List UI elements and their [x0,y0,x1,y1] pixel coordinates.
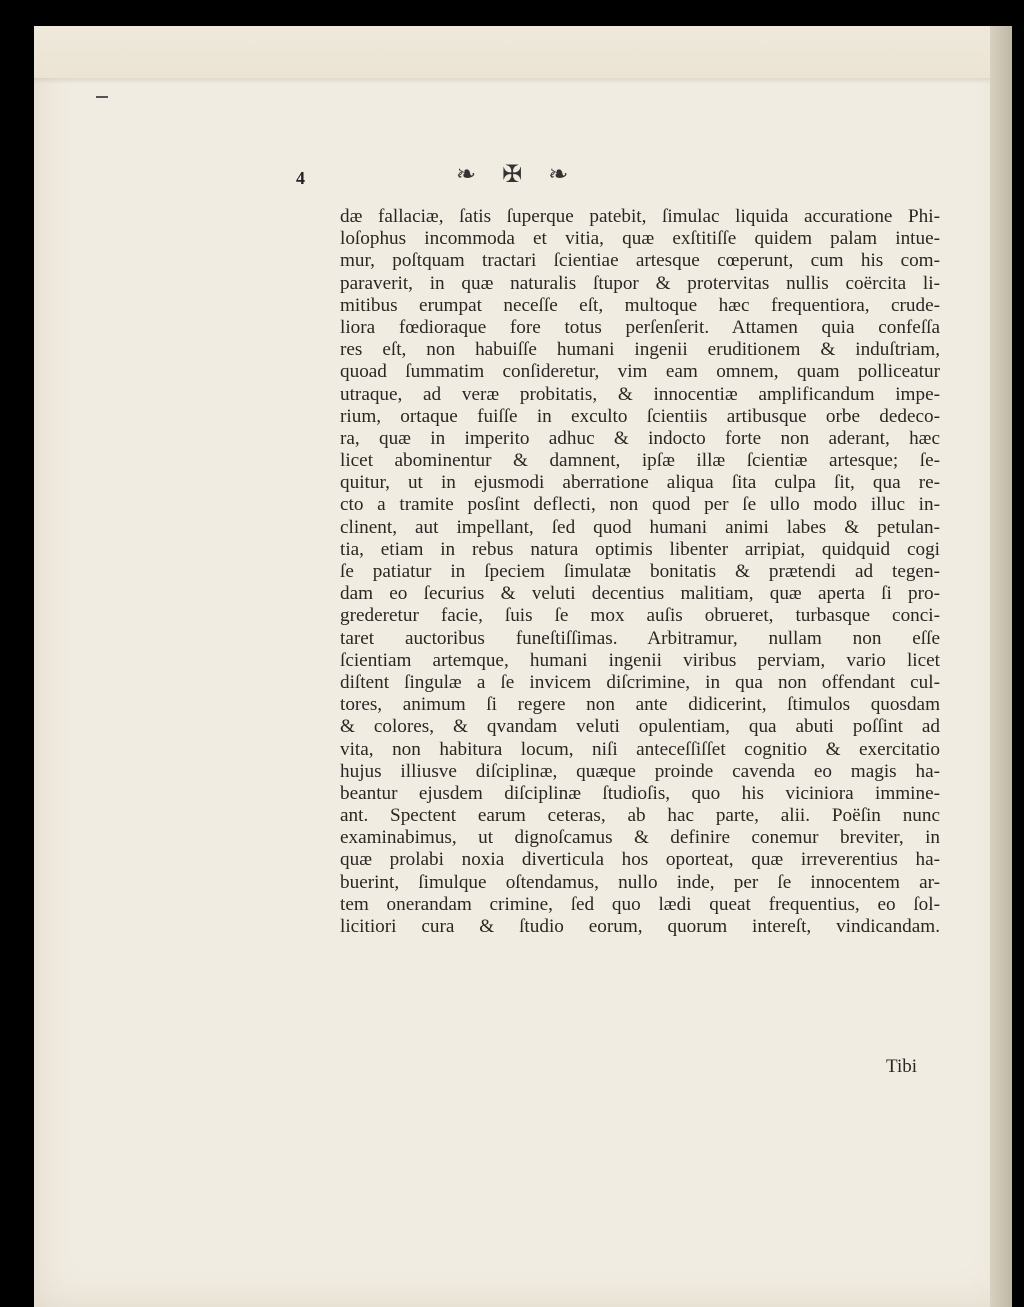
text-line: ra, quæ in imperito adhuc & indocto forte non aderant, hæc [340,427,940,449]
text-line: paraverit, in quæ naturalis ſtupor & protervitas nullis coërcita li- [340,272,940,294]
text-line: quitur, ut in ejusmodi aberratione aliqua ſita culpa ſit, qua re- [340,472,940,494]
text-line: & colores, & qvandam veluti opulentiam, qua abuti poſſint ad [340,716,940,738]
body-text [340,206,940,938]
text-line: taret auctoribus funeſtiſſimas. Arbitramur, nullam non eſſe [340,627,940,649]
page-gutter-edge [990,26,1012,1307]
text-line: grederetur facie, ſuis ſe mox auſis obrueret, turbasque conci- [340,605,940,627]
text-line: ſcientiam artemque, humani ingenii viribus perviam, vario licet [340,649,940,671]
text-line: diſtent ſingulæ a ſe invicem diſcrimine, in qua non offendant cul- [340,671,940,693]
text-line: dam eo ſecurius & veluti decentius malitiam, quæ aperta ſi pro- [340,583,940,605]
text-line: examinabimus, ut dignoſcamus & definire conemur breviter, in [340,827,940,849]
margin-mark [96,96,108,98]
text-line: clinent, aut impellant, ſed quod humani animi labes & petulan- [340,516,940,538]
text-line: mitibus erumpat neceſſe eſt, multoque hæc frequentiora, crude- [340,294,940,316]
text-line: ant. Spectent earum ceteras, ab hac parte, alii. Poëſin nunc [340,805,940,827]
page-number: 4 [296,168,305,188]
text-line: licitiori cura & ſtudio eorum, quorum intereſt, vindicandam. [340,916,940,937]
text-line: mur, poſtquam tractari ſcientiae artesque cœperunt, cum his com- [340,250,940,272]
text-line: buerint, ſimulque oſtendamus, nullo inde, per ſe innocentem ar- [340,871,940,893]
page-fold-shadow [34,78,1012,84]
header-ornament: ❧ ✠ ❧ [456,162,579,188]
text-line: res eſt, non habuiſſe humani ingenii eruditionem & induſtriam, [340,339,940,361]
text-line: loſophus incommoda et vitia, quæ exſtitiſſe quidem palam intue- [340,228,940,250]
text-line: liora fœdioraque fore totus perſenſerit. Attamen quia confeſſa [340,316,940,338]
text-line: rium, ortaque fuiſſe in exculto ſcientiis artibusque orbe dedeco- [340,405,940,427]
page-top-margin [34,26,1012,78]
text-line: beantur ejusdem diſciplinæ ſtudioſis, quo his viciniora immine- [340,782,940,804]
text-line: tores, animum ſi regere non ante didicerint, ſtimulos quosdam [340,694,940,716]
running-header [296,160,856,200]
text-line: quoad ſummatim conſideretur, vim eam omnem, quam polliceatur [340,361,940,383]
text-line: vita, non habitura locum, niſi anteceſſiſſet cognitio & exercitatio [340,738,940,760]
text-line: quæ prolabi noxia diverticula hos oporteat, quæ irreverentius ha- [340,849,940,871]
text-line: licet abominentur & damnent, ipſæ illæ ſcientiæ artesque; ſe- [340,450,940,472]
text-line: cto a tramite posſint deflecti, non quod per ſe ullo modo illuc in- [340,494,940,516]
text-line: utraque, ad veræ probitatis, & innocentiæ amplificandum impe- [340,383,940,405]
text-line: tem onerandam crimine, ſed quo lædi queat frequentius, eo ſol- [340,893,940,915]
text-line: dæ fallaciæ, ſatis ſuperque patebit, ſimulac liquida accuratione Phi- [340,206,940,227]
text-line: hujus illiusve diſciplinæ, quæque proinde cavenda eo magis ha- [340,760,940,782]
text-line: tia, etiam in rebus natura optimis libenter arripiat, quidquid cogi [340,538,940,560]
text-line: ſe patiatur in ſpeciem ſimulatæ bonitatis & prætendi ad tegen- [340,561,940,582]
catchword: Tibi [886,1056,917,1077]
